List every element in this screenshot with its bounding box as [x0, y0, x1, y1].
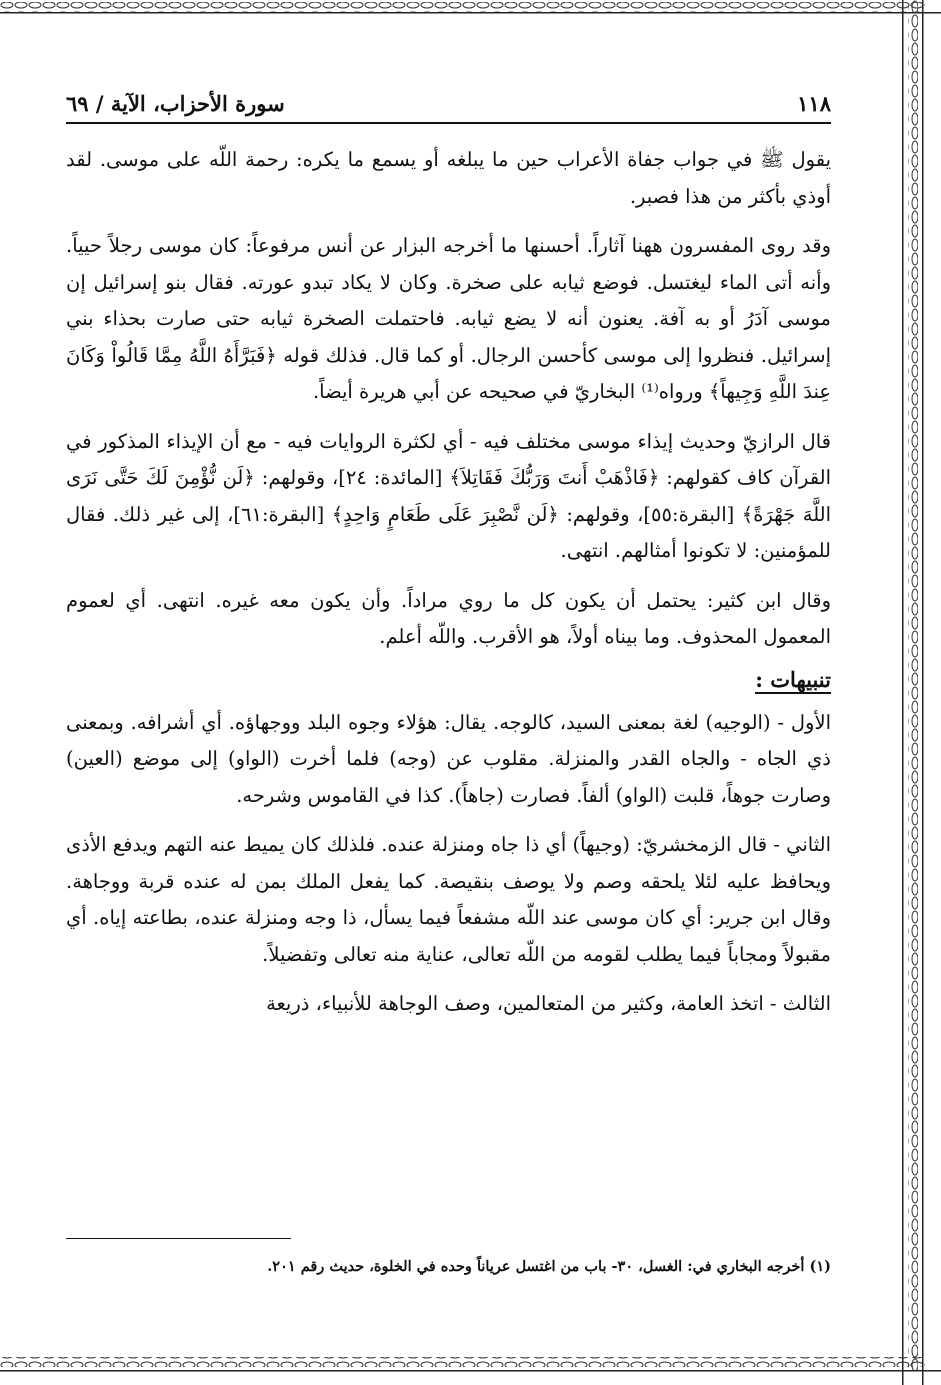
footnote-rule	[66, 1238, 291, 1239]
note-paragraph: الأول - (الوجيه) لغة بمعنى السيد، كالوجه. يقال: هؤلاء وجوه البلد ووجهاؤه. أي أشرافه. وبمعنى ذي الجاه - والجاه القدر والمنزلة. مقلوب عن (وجه) فلما أخرت (الواو) إلى موضع (العين) وصارت جوهاً، قلبت (الواو) ألفاً. فصارت (جاهاً). كذا في القاموس وشرحه.	[66, 710, 831, 807]
header-rule	[66, 122, 831, 124]
paragraph: يقول ﷺ في جواب جفاة الأعراب حين ما يبلغه أو يسمع ما يكره: رحمة اللّه على موسى. لقد أوذي بأكثر من هذا فصبر.	[66, 148, 831, 208]
paragraph: وقد روى المفسرون ههنا آثاراً. أحسنها ما أخرجه البزار عن أنس مرفوعاً: كان موسى رجلاً حيياً. وأنه أتى الماء ليغتسل. فوضع ثيابه على صخرة. وكان لا يكاد تبدو عورته. فقال بنو إسرائيل إن موسى آدَرُ أو به آفة. يعنون أنه لا يضع ثيابه. فاحتملت الصخرة ثيابه حتى صارت بحذاء بني إسرائيل. فنظروا إلى موسى كأحسن الرجال. أو كما قال. فذلك قوله ﴿فَبَرَّأَهُ اللَّهُ مِمَّا قَالُواْ وَكَانَ عِندَ اللَّهِ وَجِيهاً﴾ ورواه⁽¹⁾ البخاريّ في صحيحه عن أبي هريرة أيضاً.	[66, 234, 831, 403]
note-paragraph: الثالث - اتخذ العامة، وكثير من المتعالمين، وصف الوجاهة للأنبياء، ذريعة	[266, 992, 831, 1015]
note-paragraph: الثاني - قال الزمخشريّ: (وجيهاً) أي ذا جاه ومنزلة عنده. فلذلك كان يميط عنه التهم ويدفع الأذى ويحافظ عليه لئلا يلحقه وصم ولا يوصف بنقيصة. كما يفعل الملك بمن له عنده قربة ووجاهة. وقال ابن جرير: أي كان موسى عند اللّه مشفعاً فيما يسأل، ذا وجه ومنزلة عنده، بطاعته إياه. أي مقبولاً ومجاباً فيما يطلب لقومه من اللّه تعالى، عناية منه تعالى وتفضيلاً.	[66, 833, 831, 966]
main-text	[66, 142, 831, 1036]
page-number: ١١٨	[797, 91, 831, 116]
paragraph: قال الرازيّ وحديث إيذاء موسى مختلف فيه - أي لكثرة الروايات فيه - مع أن الإيذاء المذكور في القرآن كاف كقولهم: ﴿فَاذْهَبْ أَنتَ وَرَبُّكَ فَقَاتِلاَ﴾ [المائدة: ٢٤]، وقولهم: ﴿لَن نُّؤْمِنَ لَكَ حَتَّى نَرَى اللَّهَ جَهْرَةً﴾ [البقرة:٥٥]، وقولهم: ﴿لَن نَّصْبِرَ عَلَى طَعَامٍ وَاحِدٍ﴾ [البقرة:٦١]، إلى غير ذلك. فقال للمؤمنين: لا تكونوا أمثالهم. انتهى.	[66, 429, 832, 562]
running-header	[66, 78, 831, 116]
book-page	[66, 70, 831, 1345]
footnote: (١) أخرجه البخاري في: الغسل، ٣٠- باب من اغتسل عرياناً وحده في الخلوة، حديث رقم ٢٠١.	[267, 1258, 831, 1275]
section-heading: تنبيهات :	[755, 666, 831, 692]
surah-title: سورة الأحزاب، الآية / ٦٩	[66, 91, 285, 116]
paragraph: وقال ابن كثير: يحتمل أن يكون كل ما روي مراداً. وأن يكون معه غيره. انتهى. أي لعموم المعمول المحذوف. وما بيناه أولاً، هو الأقرب. واللّه أعلم.	[66, 588, 831, 648]
